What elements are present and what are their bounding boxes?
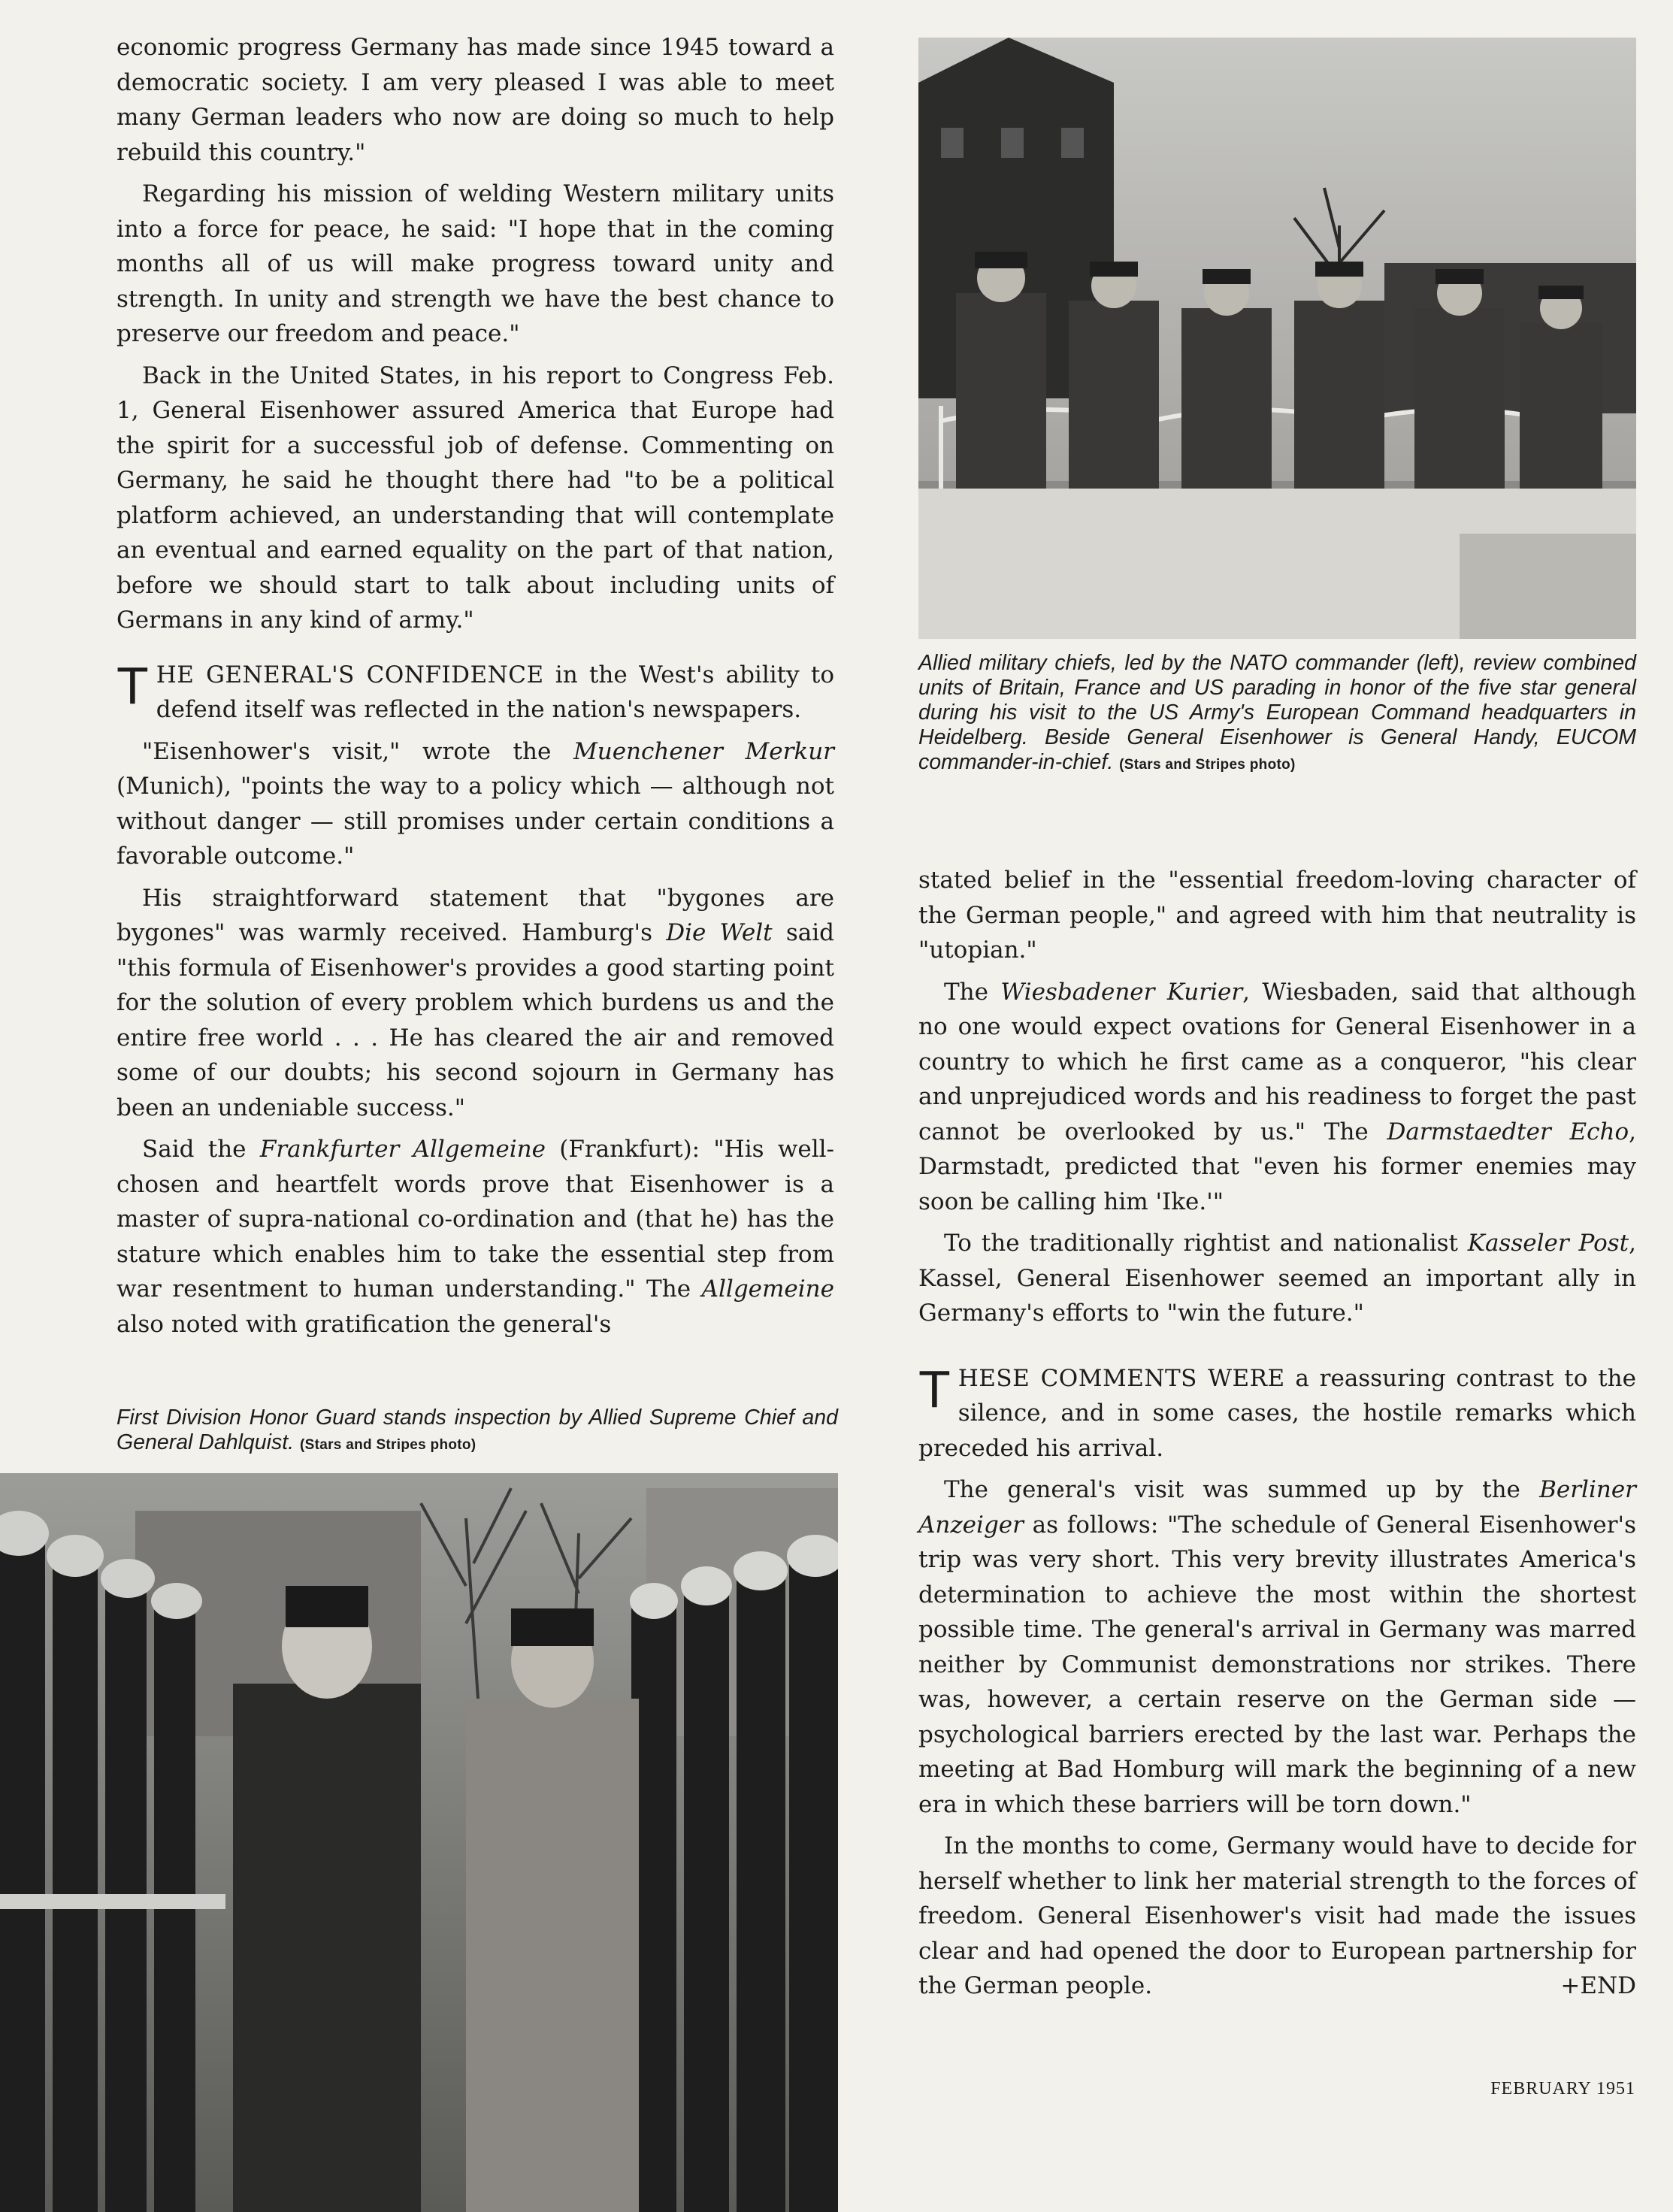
section-heading-paragraph [918,1361,1636,1466]
paragraph: To the traditionally rightist and nationalist Kasseler Post, Kassel, General Eisenhower seemed an important ally in Germany's efforts to "win the future." [918,1230,1636,1327]
publication-title: Berliner Anzeiger [918,1476,1636,1539]
review-stand-image [918,38,1636,639]
publication-title: Die Welt [666,919,773,946]
paragraph: economic progress Germany has made since 1945 toward a democratic society. I am very pleased I was able to meet many German leaders who now are doing so much to help rebuild this country." [116,34,834,166]
section-heading-paragraph [116,655,834,728]
publication-title: Wiesbadener Kurier [1000,978,1243,1006]
end-mark: +END [1560,1972,1636,1999]
right-column [918,863,1636,2004]
review-caption [918,651,1636,777]
section-heading-rest: in the West's ability to defend itself was reflected in the nation's newspapers. [156,661,834,723]
section-heading: HESE COMMENTS WERE [958,1364,1285,1392]
paragraph: "Eisenhower's visit," wrote the Muenchener Merkur (Munich), "points the way to a policy which — although not without danger — still promises under certain conditions a favorable outcome." [116,737,834,870]
paragraph: The general's visit was summed up by the Berliner Anzeiger as follows: "The schedule of General Eisenhower's trip was very short. This very brevity illustrates America's determination to achieve the most within the shortest possible time. The general's arrival in Germany was marred neither by Communist demonstrations nor strikes. There was, however, a certain reserve on the German side — psychological barriers erected by the last war. Perhaps the meeting at Bad Homburg will mark the beginning of a new era in which these barriers will be torn down." [918,1476,1636,1818]
photo-credit: (Stars and Stripes photo) [1119,757,1296,773]
honor-guard-photo [0,1473,838,2212]
paragraph: The Wiesbadener Kurier, Wiesbaden, said that although no one would expect ovations for General Eisenhower in a country to which he first came as a conqueror, "his clear and unprejudiced words and his readiness to forget the past cannot be overlooked by us." The Darmstaedter Echo, Darmstadt, predicted that "even his former enemies may soon be calling him 'Ike.'" [918,978,1637,1215]
publication-title: Kasseler Post [1467,1230,1629,1257]
honor-guard-caption [116,1406,838,1457]
caption-text: Allied military chiefs, led by the NATO commander (left), review combined units of Britain, France and US parading in honor of the five star general during his visit to the US Army's European Command headquarters in Heidelberg. Beside General Eisenhower is General Handy, EUCOM commander-in-chief. (Stars and Stripes photo) [918,651,1636,774]
paragraph: In the months to come, Germany would have to decide for herself whether to link her material strength to the forces of freedom. General Eisenhower's visit had made the issues clear and had opened the door to European partnership for the German people. +END [918,1829,1636,2004]
publication-title: Frankfurter Allgemeine [259,1136,546,1163]
publication-title: Allgemeine [701,1275,834,1303]
paragraph: His straightforward statement that "bygones are bygones" was warmly received. Hamburg's Die Welt said "this formula of Eisenhower's provides a good starting point for the solution of every problem which burdens us and the entire free world . . . He has cleared the air and removed some of our doubts; his second sojourn in Germany has been an undeniable success." [116,884,834,1121]
review-stand-photo [918,38,1636,639]
section-heading: HE GENERAL'S CONFIDENCE [156,661,544,688]
photo-credit: (Stars and Stripes photo) [299,1437,476,1453]
section-heading-rest: a reassuring contrast to the silence, and in some cases, the hostile remarks which preceded his arrival. [918,1364,1636,1462]
paragraph: stated belief in the "essential freedom-loving character of the German people," and agreed with him that neutrality is "utopian." [918,867,1636,964]
paragraph: Said the Frankfurter Allgemeine (Frankfurt): "His well-chosen and heartfelt words prove that Eisenhower is a master of supra-national co-ordination and (that he) has the stature which enables him to take the essential step from war resentment to human understanding." The Allgemeine also noted with gratification the general's [116,1136,834,1338]
left-column [116,30,834,1342]
issue-date: FEBRUARY 1951 [1490,2079,1635,2099]
drop-cap: T [116,655,149,715]
publication-title: Muenchener Merkur [573,737,834,765]
publication-title: Darmstaedter Echo [1387,1118,1629,1145]
caption-text: First Division Honor Guard stands inspection by Allied Supreme Chief and General Dahlquist. (Stars and Stripes photo) [116,1406,838,1454]
paragraph: Back in the United States, in his report to Congress Feb. 1, General Eisenhower assured America that Europe had the spirit for a successful job of defense. Commenting on Germany, he said he thought there had "to be a political platform achieved, an understanding that will contemplate an eventual and earned equality on the part of that nation, before we should start to talk about including units of Germans in any kind of army." [116,362,834,634]
honor-guard-image [0,1473,838,2212]
drop-cap: T [918,1359,951,1418]
paragraph: Regarding his mission of welding Western military units into a force for peace, he said: "I hope that in the coming months all of us will make progress toward unity and strength. In unity and strength we have the best chance to preserve our freedom and peace." [116,180,834,347]
